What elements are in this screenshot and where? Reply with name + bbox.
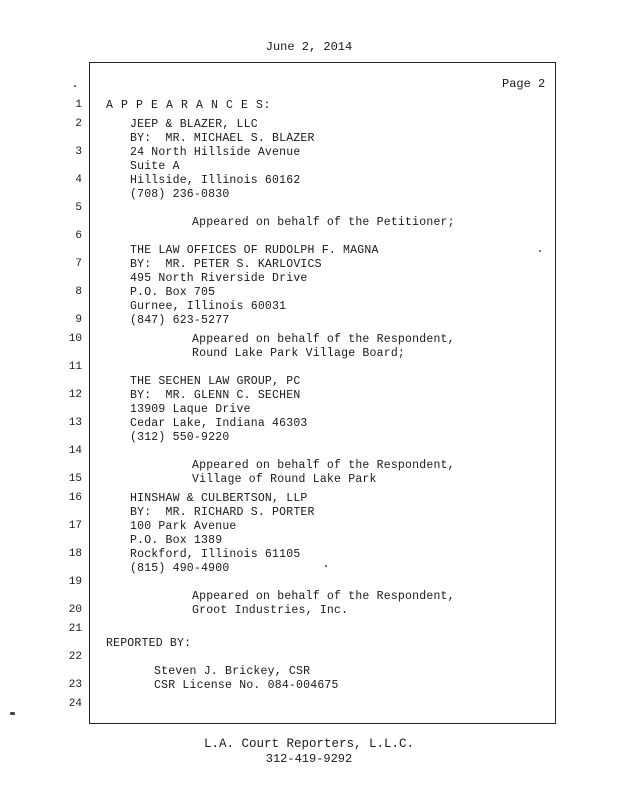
line-number: 11: [68, 361, 82, 373]
attorney-name: BY: MR. PETER S. KARLOVICS: [130, 258, 322, 271]
line-number: 1: [75, 99, 82, 111]
firm-name: THE LAW OFFICES OF RUDOLPH F. MAGNA: [130, 244, 379, 257]
phone-line: (708) 236-0830: [130, 188, 230, 201]
address-line: Suite A: [130, 160, 180, 173]
firm-name: JEEP & BLAZER, LLC: [130, 118, 258, 131]
attorney-name: BY: MR. RICHARD S. PORTER: [130, 506, 315, 519]
line-number: 6: [75, 230, 82, 242]
line-number: 15: [68, 473, 82, 485]
appeared-on-behalf: Round Lake Park Village Board;: [192, 347, 406, 360]
line-number: 3: [75, 146, 82, 158]
phone-line: (847) 623-5277: [130, 314, 230, 327]
phone-line: (815) 490-4900: [130, 562, 230, 575]
appearances-heading: A P P E A R A N C E S:: [106, 99, 272, 112]
scan-speck: [325, 565, 327, 567]
reporter-license: CSR License No. 084-004675: [154, 679, 339, 692]
line-number: 2: [75, 118, 82, 130]
address-line: Hillside, Illinois 60162: [130, 174, 301, 187]
line-number: 18: [68, 548, 82, 560]
line-number: 17: [68, 520, 82, 532]
attorney-name: BY: MR. GLENN C. SECHEN: [130, 389, 301, 402]
line-number: 16: [68, 492, 82, 504]
address-line: Cedar Lake, Indiana 46303: [130, 417, 308, 430]
scan-speck: [539, 250, 541, 252]
firm-name: HINSHAW & CULBERTSON, LLP: [130, 492, 308, 505]
line-number: 4: [75, 174, 82, 186]
phone-line: (312) 550-9220: [130, 431, 230, 444]
header-date: June 2, 2014: [265, 40, 353, 54]
appeared-on-behalf: Groot Industries, Inc.: [192, 604, 349, 617]
scan-speck: [74, 85, 76, 87]
line-number: 20: [68, 604, 82, 616]
scan-speck: [10, 712, 15, 715]
address-line: Gurnee, Illinois 60031: [130, 300, 287, 313]
line-number: 7: [75, 258, 82, 270]
address-line: 100 Park Avenue: [130, 520, 237, 533]
appeared-on-behalf: Village of Round Lake Park: [192, 473, 377, 486]
reporter-name: Steven J. Brickey, CSR: [154, 665, 311, 678]
footer-firm-name: L.A. Court Reporters, L.L.C.: [203, 737, 415, 751]
line-number: 13: [68, 417, 82, 429]
address-line: P.O. Box 705: [130, 286, 216, 299]
line-number: 24: [68, 698, 82, 710]
line-number: 12: [68, 389, 82, 401]
firm-name: THE SECHEN LAW GROUP, PC: [130, 375, 301, 388]
address-line: 24 North Hillside Avenue: [130, 146, 301, 159]
address-line: P.O. Box 1389: [130, 534, 223, 547]
line-number: 9: [75, 314, 82, 326]
line-number: 10: [68, 333, 82, 345]
address-line: Rockford, Illinois 61105: [130, 548, 301, 561]
address-line: 495 North Riverside Drive: [130, 272, 308, 285]
appeared-on-behalf: Appeared on behalf of the Respondent,: [192, 590, 455, 603]
line-number: 23: [68, 679, 82, 691]
line-number: 19: [68, 576, 82, 588]
attorney-name: BY: MR. MICHAEL S. BLAZER: [130, 132, 315, 145]
line-number: 14: [68, 445, 82, 457]
appeared-on-behalf: Appeared on behalf of the Petitioner;: [192, 216, 455, 229]
reported-by-heading: REPORTED BY:: [106, 637, 192, 650]
page-number-label: Page 2: [502, 77, 546, 91]
line-number: 8: [75, 286, 82, 298]
line-number: 21: [68, 623, 82, 635]
line-number: 5: [75, 202, 82, 214]
appeared-on-behalf: Appeared on behalf of the Respondent,: [192, 459, 455, 472]
address-line: 13909 Laque Drive: [130, 403, 251, 416]
footer-phone: 312-419-9292: [265, 752, 353, 766]
line-number: 22: [68, 651, 82, 663]
appeared-on-behalf: Appeared on behalf of the Respondent,: [192, 333, 455, 346]
